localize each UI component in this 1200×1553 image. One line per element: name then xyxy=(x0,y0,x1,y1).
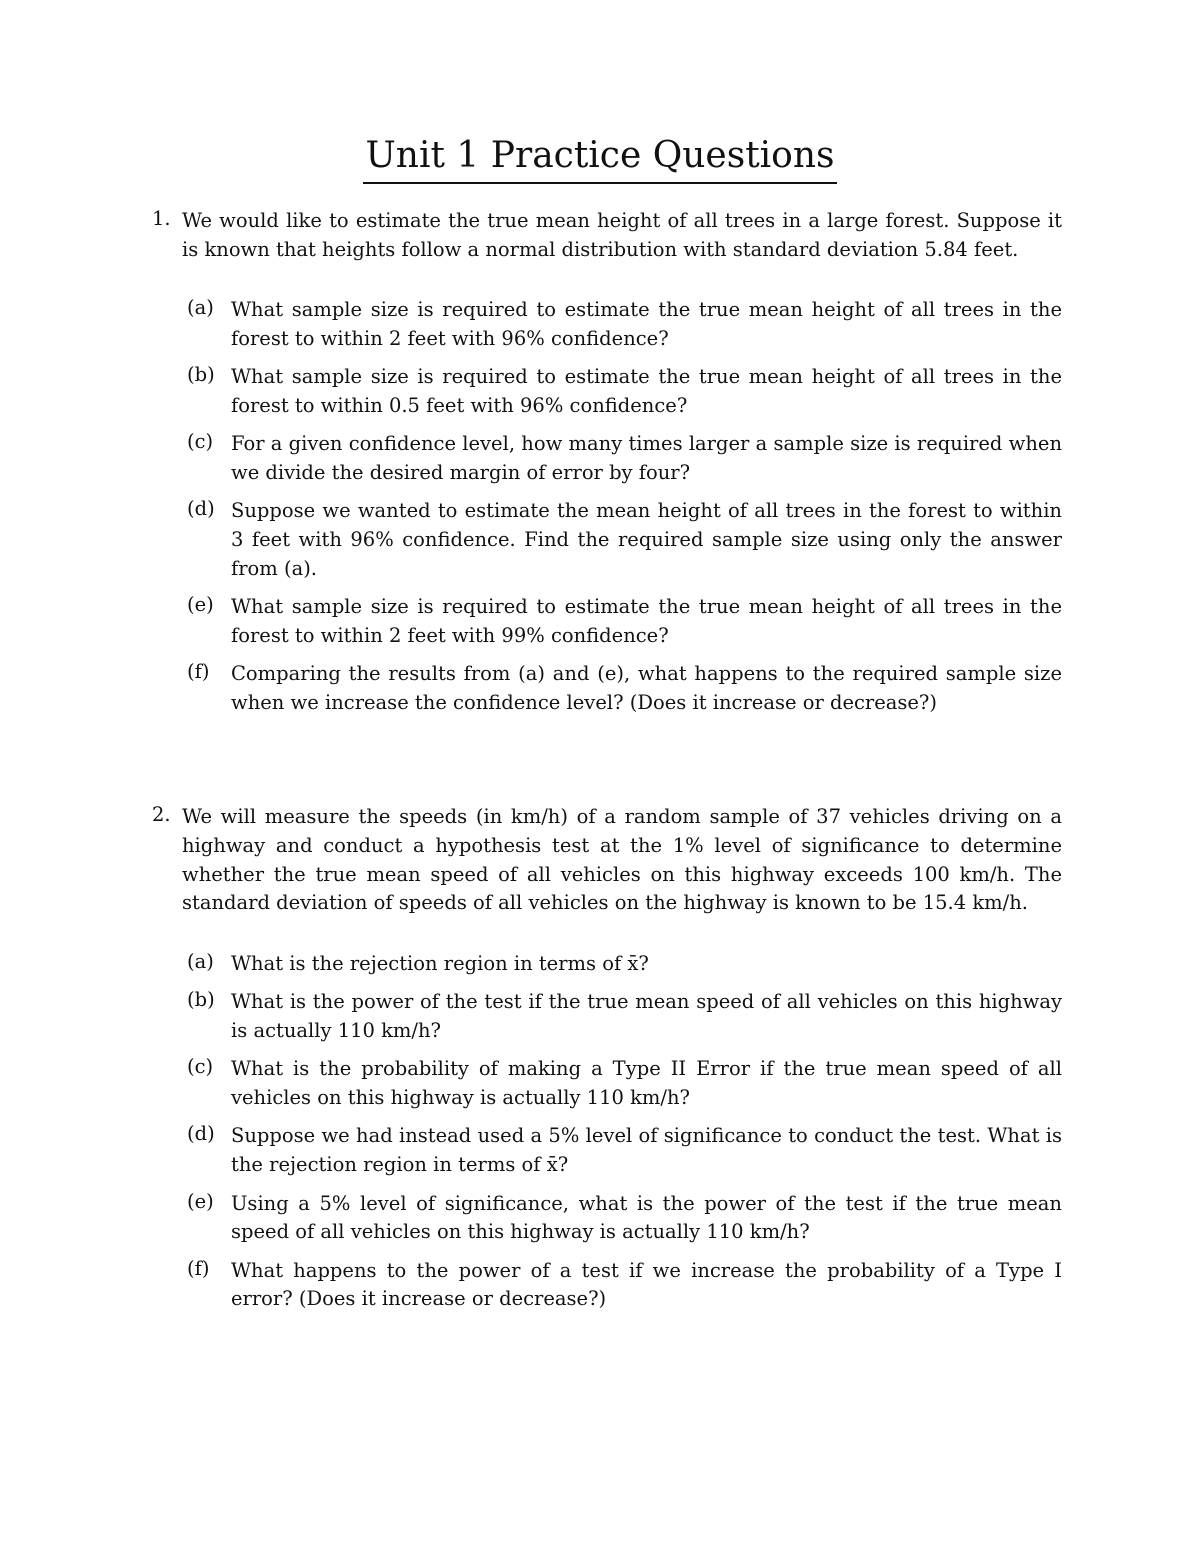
question-number: 1. xyxy=(152,207,171,230)
part-text: What happens to the power of a test if we increase the probability of a Type I error? (Does it increase or decrease?) xyxy=(231,1258,1062,1311)
part-item xyxy=(187,950,1062,979)
part-text: For a given confidence level, how many times larger a sample size is required when we divide the desired margin of error by four? xyxy=(231,432,1062,484)
question-stem: We would like to estimate the true mean height of all trees in a large forest. Suppose it is known that heights follow a normal distribution with standard deviation 5.84 feet. xyxy=(182,209,1062,261)
part-label: (f) xyxy=(187,1256,210,1280)
question-number: 2. xyxy=(152,803,171,826)
question-1 xyxy=(152,207,1062,265)
part-label: (c) xyxy=(187,1055,214,1079)
part-label: (d) xyxy=(187,497,215,521)
question-2-parts xyxy=(187,950,1062,1324)
part-text: Suppose we had instead used a 5% level of significance to conduct the test. What is the rejection region in terms of x̄? xyxy=(231,1124,1062,1177)
part-text: Using a 5% level of significance, what is the power of the test if the true mean speed of all vehicles on this highway is actually 110 km/h? xyxy=(231,1191,1062,1244)
question-2 xyxy=(152,803,1062,918)
part-text: Comparing the results from (a) and (e), what happens to the required sample size when we increase the confidence level? (Does it increase or decrease?) xyxy=(231,662,1062,715)
part-label: (e) xyxy=(187,1189,214,1213)
part-text: What sample size is required to estimate the true mean height of all trees in the forest to within 2 feet with 99% confidence? xyxy=(231,595,1062,647)
part-item xyxy=(187,1257,1062,1315)
part-label: (c) xyxy=(187,430,214,454)
part-text: What is the power of the test if the true mean speed of all vehicles on this highway is actually 110 km/h? xyxy=(231,990,1062,1043)
part-text: What is the rejection region in terms of x̄? xyxy=(231,952,649,975)
part-item xyxy=(187,1122,1062,1180)
part-text: Suppose we wanted to estimate the mean height of all trees in the forest to within 3 feet with 96% confidence. Find the required sample size using only the answer from (a). xyxy=(231,499,1062,580)
part-item xyxy=(187,1190,1062,1248)
part-label: (a) xyxy=(187,950,214,973)
part-item xyxy=(187,660,1062,718)
part-text: What sample size is required to estimate the true mean height of all trees in the forest to within 0.5 feet with 96% confidence? xyxy=(231,365,1062,417)
part-label: (f) xyxy=(187,660,210,684)
part-label: (d) xyxy=(187,1122,215,1146)
part-label: (e) xyxy=(187,593,214,617)
page-title xyxy=(0,133,1200,184)
question-1-parts xyxy=(187,296,1062,727)
part-text: What is the probability of making a Type II Error if the true mean speed of all vehicles on this highway is actually 110 km/h? xyxy=(231,1057,1062,1110)
page-title-text: Unit 1 Practice Questions xyxy=(363,133,836,184)
part-label: (b) xyxy=(187,988,215,1012)
part-item xyxy=(187,430,1062,488)
part-item xyxy=(187,296,1062,354)
question-stem: We will measure the speeds (in km/h) of a random sample of 37 vehicles driving on a highway and conduct a hypothesis test at the 1% level of significance to determine whether the true mean speed of all vehicles on this highway exceeds 100 km/h. The standard deviation of speeds of all vehicles on the highway is known to be 15.4 km/h. xyxy=(182,805,1062,915)
part-item xyxy=(187,988,1062,1046)
part-label: (b) xyxy=(187,363,215,387)
part-item xyxy=(187,593,1062,651)
part-item xyxy=(187,1055,1062,1113)
part-text: What sample size is required to estimate the true mean height of all trees in the forest to within 2 feet with 96% confidence? xyxy=(231,298,1062,350)
part-label: (a) xyxy=(187,296,214,319)
part-item xyxy=(187,497,1062,583)
part-item xyxy=(187,363,1062,421)
